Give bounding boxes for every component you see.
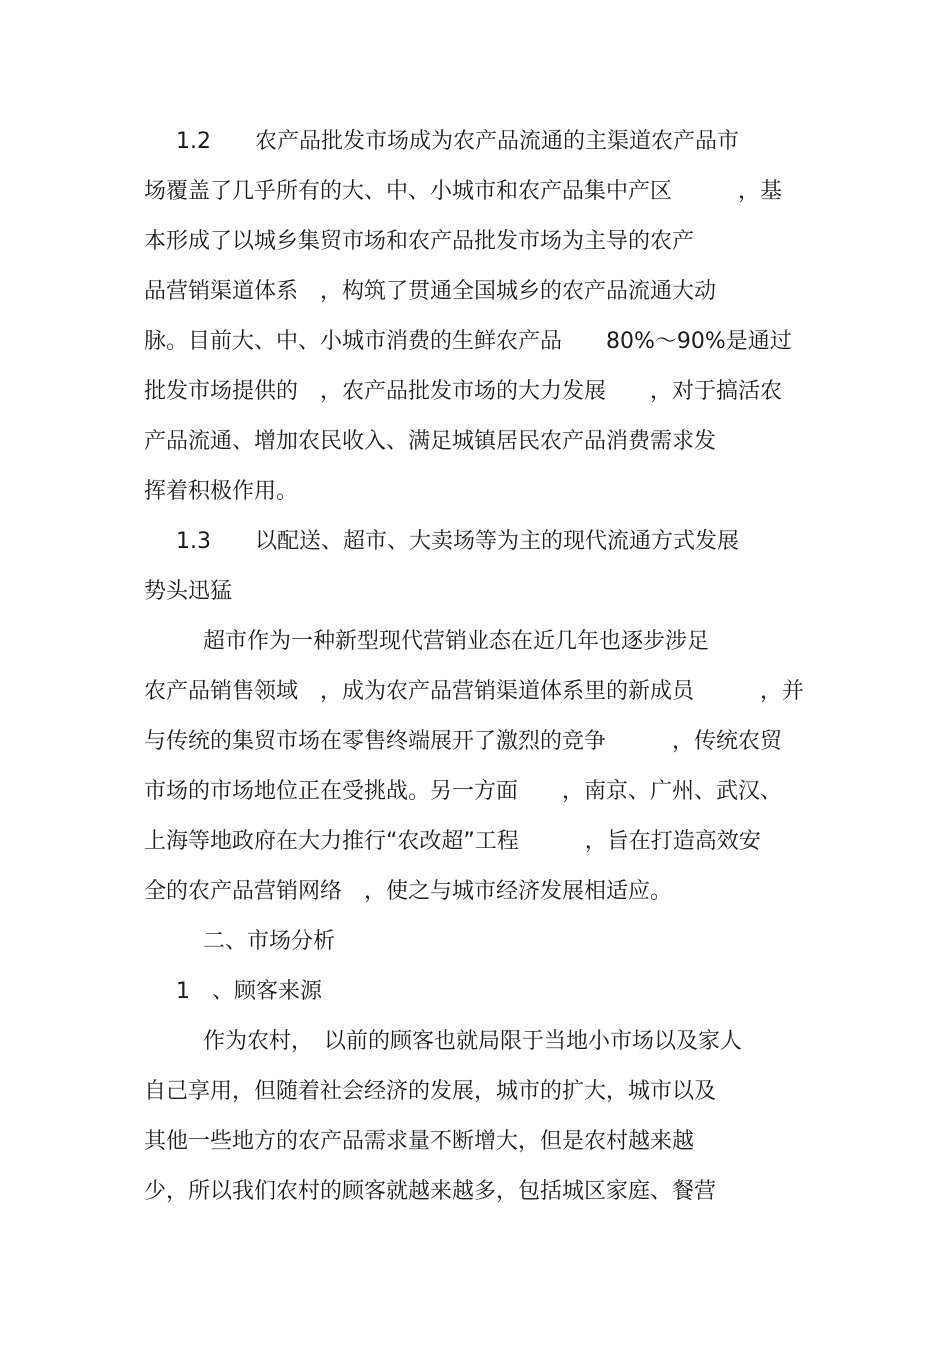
text-line: 品营销渠道体系 ，构筑了贯通全国城乡的农产品流通大动 [144, 279, 717, 304]
section-heading: 势头迅猛 [144, 579, 233, 604]
text-line: 产品流通、增加农民收入、满足城镇居民农产品消费需求发 [144, 429, 717, 454]
section-heading: 二、市场分析 [203, 929, 336, 954]
text-line: 与传统的集贸市场在零售终端展开了激烈的竞争 ，传统农贸 [144, 729, 783, 754]
text-line: 批发市场提供的 ，农产品批发市场的大力发展 ，对于搞活农 [144, 379, 783, 404]
text-line: 1.2 农产品批发市场成为农产品流通的主渠道农产品市 [176, 129, 739, 154]
section-heading: 1.3 以配送、超市、大卖场等为主的现代流通方式发展 [176, 529, 739, 554]
text-line: 市场的市场地位正在受挑战。另一方面 ，南京、广州、武汉、 [144, 779, 783, 804]
text-line: 少，所以我们农村的顾客就越来越多，包括城区家庭、餐营 [144, 1179, 717, 1204]
subsection-heading: 1 、顾客来源 [176, 979, 322, 1004]
text-line: 自己享用，但随着社会经济的发展，城市的扩大，城市以及 [144, 1079, 717, 1104]
text-line: 脉。目前大、中、小城市消费的生鲜农产品 80%～90%是通过 [144, 329, 792, 354]
text-line: 超市作为一种新型现代营销业态在近几年也逐步涉足 [203, 629, 710, 654]
text-line: 场覆盖了几乎所有的大、中、小城市和农产品集中产区 ，基 [144, 179, 783, 204]
text-line: 农产品销售领域 ，成为农产品营销渠道体系里的新成员 ，并 [144, 679, 805, 704]
text-line: 挥着积极作用。 [144, 479, 299, 504]
text-line: 其他一些地方的农产品需求量不断增大，但是农村越来越 [144, 1129, 695, 1154]
text-line: 作为农村， 以前的顾客也就局限于当地小市场以及家人 [203, 1029, 743, 1054]
text-line: 本形成了以城乡集贸市场和农产品批发市场为主导的农产 [144, 229, 695, 254]
text-line: 全的农产品营销网络 ，使之与城市经济发展相适应。 [144, 879, 673, 904]
text-line: 上海等地政府在大力推行“农改超”工程 ，旨在打造高效安 [144, 829, 761, 854]
